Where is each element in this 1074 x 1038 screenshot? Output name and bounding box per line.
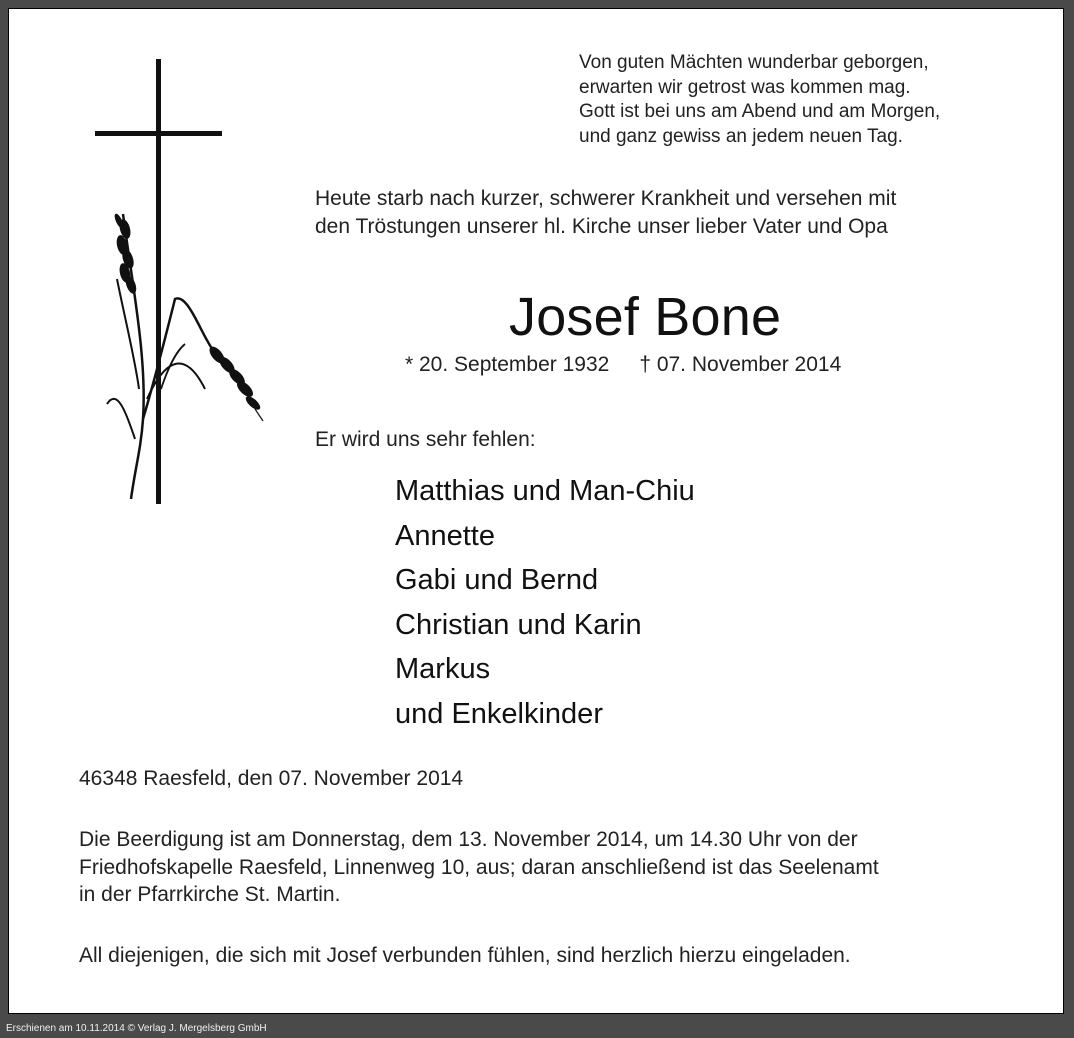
funeral-line: Friedhofskapelle Raesfeld, Linnenweg 10, aus; daran anschließend ist das Seelenamt <box>79 855 879 879</box>
funeral-line: in der Pfarrkirche St. Martin. <box>79 883 341 906</box>
birth-date: * 20. September 1932 <box>405 353 610 376</box>
family-member: Annette <box>395 519 495 552</box>
poem <box>579 51 940 149</box>
obituary-notice <box>8 8 1064 1014</box>
deceased-name: Josef Bone <box>509 287 782 347</box>
poem-line: Gott ist bei uns am Abend und am Morgen, <box>579 101 941 122</box>
family-member: Matthias und Man-Chiu <box>395 475 695 507</box>
poem-line: und ganz gewiss an jedem neuen Tag. <box>579 125 903 147</box>
funeral-info <box>79 826 879 909</box>
invitation-text: All diejenigen, die sich mit Josef verbunden fühlen, sind herzlich hierzu eingeladen. <box>79 944 851 967</box>
cross-with-wheat-icon <box>95 59 275 509</box>
place-date: 46348 Raesfeld, den 07. November 2014 <box>79 767 464 790</box>
family-member: Markus <box>395 653 491 686</box>
family-member: Gabi und Bernd <box>395 564 599 597</box>
death-date: † 07. November 2014 <box>639 353 842 376</box>
funeral-line: Die Beerdigung ist am Donnerstag, dem 13. November 2014, um 14.30 Uhr von der <box>79 828 858 851</box>
poem-line: Von guten Mächten wunderbar geborgen, <box>579 52 929 73</box>
life-dates <box>405 351 841 379</box>
family-member: und Enkelkinder <box>395 697 603 730</box>
poem-line: erwarten wir getrost was kommen mag. <box>579 76 911 98</box>
publication-footer: Erschienen am 10.11.2014 © Verlag J. Mergelsberg GmbH <box>0 1020 1074 1038</box>
family-member: Christian und Karin <box>395 608 642 641</box>
missed-text: Er wird uns sehr fehlen: <box>315 428 536 451</box>
family-list <box>395 469 695 737</box>
intro-text <box>315 185 896 240</box>
intro-line: Heute starb nach kurzer, schwerer Krankheit und versehen mit <box>315 187 897 210</box>
intro-line: den Tröstungen unserer hl. Kirche unser lieber Vater und Opa <box>315 214 888 238</box>
